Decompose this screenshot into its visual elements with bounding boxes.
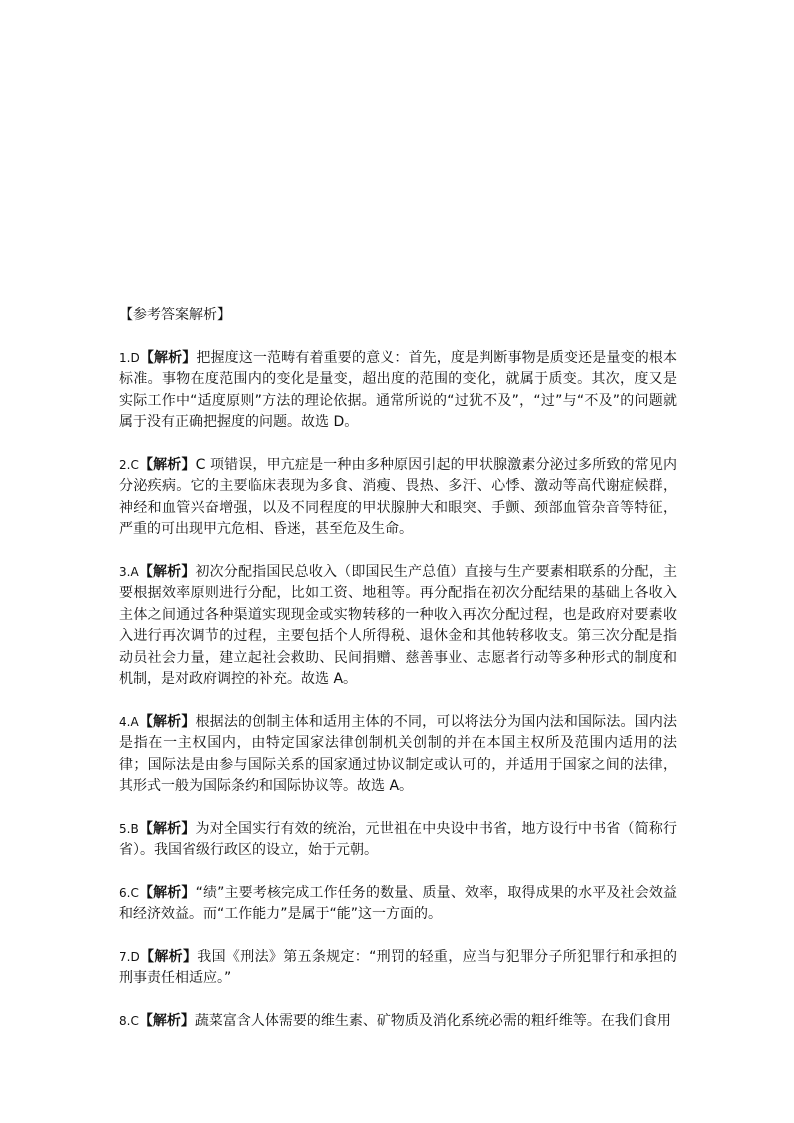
section-title: 【参考答案解析】 <box>119 307 231 323</box>
answer-number: 2.C <box>119 457 139 472</box>
answer-number: 1.D <box>119 350 140 365</box>
analysis-tag: 【解析】 <box>138 563 196 580</box>
answer-item-2 <box>119 455 677 541</box>
answer-number: 4.A <box>119 714 139 729</box>
answer-text: C 项错误，甲亢症是一种由多种原因引起的甲状腺激素分泌过多所致的常见内分泌疾病。它的主要临床表现为多食、消瘦、畏热、多汗、心悸、激动等高代谢症候群，神经和血管兴奋增强，以及不同程度的甲状腺肿大和眼突、手颤、颈部血管杂音等特征，严重的可出现甲亢危相、昏迷，甚至危及生命。 <box>119 456 677 537</box>
analysis-tag: 【解析】 <box>139 948 198 965</box>
analysis-tag: 【解析】 <box>139 349 197 366</box>
answer-item-3 <box>119 562 677 691</box>
analysis-tag: 【解析】 <box>138 456 196 473</box>
answer-text: 初次分配指国民总收入（即国民生产总值）直接与生产要素相联系的分配，主要根据效率原则进行分配，比如工资、地租等。再分配指在初次分配结果的基础上各收入主体之间通过各种渠道实现现金或实物转移的一种收入再次分配过程，也是政府对要素收入进行再次调节的过程，主要包括个人所得税、退休金和其他转移收支。第三次分配是指动员社会力量，建立起社会救助、民间捐赠、慈善事业、志愿者行动等多种形式的制度和机制，是对政府调控的补充。故选 A。 <box>119 563 678 687</box>
answer-text: 根据法的创制主体和适用主体的不同，可以将法分为国内法和国际法。国内法是指在一主权国内，由特定国家法律创制机关创制的并在本国主权所及范围内适用的法律；国际法是由参与国际关系的国家通过协议制定或认可的，并适用于国家之间的法律，其形式一般为国际条约和国际协议等。故选 A。 <box>119 713 678 794</box>
analysis-tag: 【解析】 <box>138 1012 195 1029</box>
answer-number: 7.D <box>119 949 140 964</box>
answer-text: “绩”主要考核完成工作任务的数量、质量、效率，取得成果的水平及社会效益和经济效益。而“工作能力”是属于“能”这一方面的。 <box>119 884 677 922</box>
answer-item-4 <box>119 712 677 798</box>
answer-number: 5.B <box>119 821 139 836</box>
answer-item-5 <box>119 819 677 862</box>
answer-item-1 <box>119 348 677 434</box>
analysis-tag: 【解析】 <box>138 884 196 901</box>
analysis-tag: 【解析】 <box>138 820 196 837</box>
answer-explanations <box>119 305 677 1053</box>
analysis-tag: 【解析】 <box>138 713 196 730</box>
answer-item-8 <box>119 1011 677 1033</box>
answer-text: 我国《刑法》第五条规定：“刑罚的轻重，应当与犯罪分子所犯罪行和承担的刑事责任相适应。” <box>119 948 677 986</box>
answer-number: 8.C <box>119 1013 139 1028</box>
answer-text: 蔬菜富含人体需要的维生素、矿物质及消化系统必需的粗纤维等。在我们食用 <box>194 1012 671 1029</box>
answer-number: 6.C <box>119 885 139 900</box>
answer-item-6 <box>119 883 677 926</box>
answer-item-7 <box>119 947 677 990</box>
answer-text: 为对全国实行有效的统治，元世祖在中央设中书省，地方设行中书省（简称行省）。我国省级行政区的设立，始于元朝。 <box>119 820 678 858</box>
answer-number: 3.A <box>119 564 139 579</box>
answer-text: 把握度这一范畴有着重要的意义：首先，度是判断事物是质变还是量变的根本标准。事物在度范围内的变化是量变，超出度的范围的变化，就属于质变。其次，度又是实际工作中“适度原则”方法的理论依据。通常所说的“过犹不及”，“过”与“不及”的问题就属于没有正确把握度的问题。故选 D。 <box>119 349 678 430</box>
